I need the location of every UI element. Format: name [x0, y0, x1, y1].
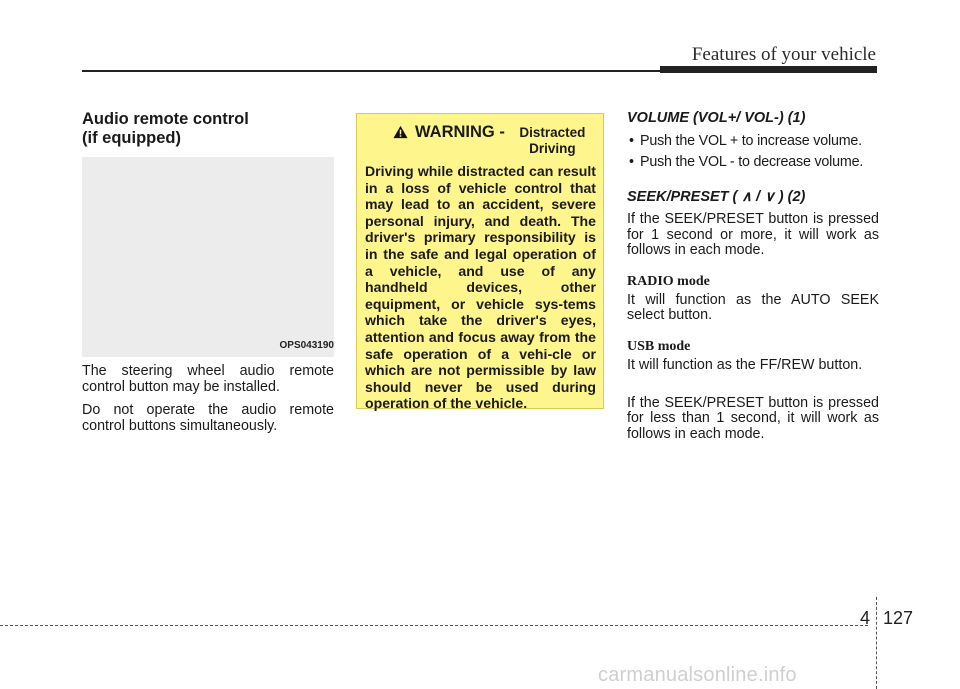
warning-word: WARNING -: [415, 123, 505, 141]
warning-header: [393, 122, 596, 157]
warning-sub-line1: Distracted: [519, 125, 586, 140]
paragraph: It will function as the AUTO SEEK select button.: [627, 291, 879, 324]
page-header-title: Features of your vehicle: [691, 44, 876, 65]
left-column-text: [82, 364, 334, 442]
list-item: • Push the VOL + to increase volume.: [629, 133, 862, 149]
warning-subtitle: [509, 122, 596, 157]
audio-remote-heading: [82, 110, 334, 148]
list-item: • Push the VOL - to decrease volume.: [629, 154, 864, 170]
list-item-text: Push the VOL - to decrease volume.: [640, 154, 864, 170]
warning-box: [356, 113, 604, 412]
radio-mode-label: RADIO mode: [627, 273, 710, 289]
paragraph: It will function as the FF/REW button.: [627, 356, 863, 373]
warning-triangle-icon: [393, 125, 408, 139]
footer-divider: [876, 597, 877, 689]
usb-mode-label: USB mode: [627, 338, 691, 354]
seek-preset-heading: SEEK/PRESET ( ∧ / ∨ ) (2): [627, 189, 806, 205]
header-rule-bold: [660, 66, 877, 73]
paragraph: If the SEEK/PRESET button is pressed for less than 1 second, it will work as follows in each mode.: [627, 394, 879, 442]
footer-rule: [0, 625, 868, 626]
warning-text: Driving while distracted can result in a loss of vehicle control that may lead to an accident, severe personal injury, and death. The driver's primary responsibility is in the safe and legal operation of a vehicle, and use of any handheld devices, other equipment, or vehicle sys-tems which take the driver's eyes, attention and focus away from the safe operation of a vehi-cle or which are not permissible by law should never be used during operation of the vehicle.: [365, 163, 596, 412]
steering-wheel-figure: [82, 157, 334, 357]
page-number: 127: [883, 608, 914, 628]
heading-line-2: (if equipped): [82, 129, 181, 147]
heading-line-1: Audio remote control: [82, 110, 249, 128]
paragraph: The steering wheel audio remote control button may be installed.: [82, 363, 334, 395]
list-item-text: Push the VOL + to increase volume.: [640, 133, 862, 149]
right-column: [627, 110, 879, 450]
volume-list: [627, 133, 879, 170]
paragraph: If the SEEK/PRESET button is pressed for 1 second or more, it will work as follows in each mode.: [627, 211, 879, 259]
warning-sub-line2: Driving: [529, 141, 576, 156]
paragraph: Do not operate the audio remote control buttons simultaneously.: [82, 402, 334, 434]
figure-code: OPS043190: [279, 340, 334, 351]
watermark: carmanualsonline.info: [598, 664, 797, 686]
chapter-number: 4: [859, 608, 870, 628]
volume-heading: VOLUME (VOL+/ VOL-) (1): [627, 110, 806, 126]
header-rule: [82, 70, 662, 72]
